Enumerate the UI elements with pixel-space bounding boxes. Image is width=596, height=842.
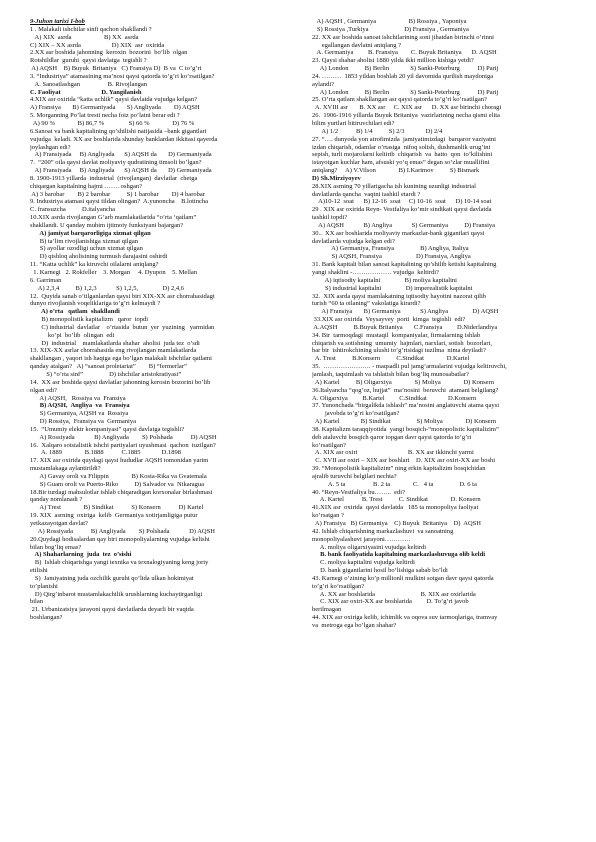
- question-line: javobda to’g’ri ko’rsatilgan?: [312, 410, 400, 418]
- question-line: A. XX asr boshlarida B. XIX asr oxirlarida: [312, 590, 476, 598]
- question-line: 29 . XIX asr oxirida Reyn- Vestfaliya ko’mir sindikati qaysi davlatda: [312, 206, 492, 214]
- question-line: sepish, turli mojarolarni keltirib chiqarish va hatto qon to’kilishini: [312, 151, 493, 159]
- question-line: 22. XX asr boshida sanoat ishchilarining soni jihatdan birinchi o’rinni: [312, 33, 494, 41]
- document-title: 9-Juhon tarixi I-bob: [30, 18, 85, 25]
- question-line: 12. Quyida sanab o’tilganlardan qaysi biri XIX-XX asr chorrahasidagi: [30, 292, 215, 300]
- question-line: 31. Bank kapitali bilan sanoat kapitalining qo’shilib ketishi kapitalning: [312, 261, 497, 269]
- question-line: A. XVIII asr B. XX asr C. XIX asr D. XX asr birinchi choragi: [312, 104, 502, 112]
- question-line: A) 1/2 B) 1/4 S) 2/3 D) 2/4: [312, 127, 443, 135]
- question-line: 25. O’rta qatlam shakllangan asr qaysi qatorda to’g’ri ko’rsatilgan?: [312, 96, 487, 104]
- question-line: dunyo rivojlanish voqeliklariga to’g’ri kelmaydi ?: [30, 300, 161, 308]
- question-line: 21. Urbanizatsiya jarayoni qaysi davlatlarda deyarli bir vaqtda: [30, 606, 194, 614]
- question-line: S) ayollar ozodligi uchun xizmat qilgan: [30, 245, 143, 253]
- question-line: A) Gavay oroli va Filippin B) Kosta-Rika va Gvatemala: [30, 472, 207, 480]
- question-line: D) Rossiya, Fransiya va Germaniya: [30, 418, 136, 426]
- question-line: 20.Quydagi hodisalardan qay biri monopoliyalarning vujudga kelishi: [30, 535, 210, 543]
- question-line: 13. XIX-XX asrlar chorrahasida eng rivojlangan mamlakatlarda: [30, 347, 197, 355]
- question-line: 18.Bir turdagi mahsulotlar ishlab chiqaradigan korxonalar birlashmasi: [30, 488, 213, 496]
- question-line: 5. Morganning Po’lat tresti necha foiz po’latni berar edi ?: [30, 112, 180, 120]
- question-line: chiqarish va sotishning umumiy hajmlari, narxlari, sotish bozorlari,: [312, 339, 492, 347]
- question-line: B) ta’lim rivojlanishiga xizmat qilgan: [30, 237, 138, 245]
- question-line: A) Fransiya B) Germaniya C) Buyuk Britaniya D) AQSH: [312, 520, 481, 527]
- question-line: A) Fransiyada B) Angliyada S) AQSH da D) Germaniyada: [30, 151, 212, 159]
- question-line: A) 90 % B) 86,7 % S) 66 % D) 76 %: [30, 119, 195, 127]
- question-line: tashkil topdi?: [312, 214, 348, 222]
- question-line: bilan: [30, 598, 43, 606]
- question-line: D) Qirg’inbarot mustamlakachilik urushlarning kuchaytirganligi: [30, 590, 203, 598]
- question-line: 17. XIX asr oxirida quydagi qaysi hududlar AQSH tomonidan yarim: [30, 457, 209, 465]
- question-line: davlatlarda vujudga kelgan edi?: [312, 237, 395, 245]
- question-line: A) iqtisodiy kapitalni B) moliya kapitalini: [312, 276, 457, 284]
- question-line: A) Germaniya, Fransiya B) Angliya, Italiya: [312, 245, 469, 253]
- question-line: A) AQSH , Germaniya B) Rossiya , Yaponiya: [312, 18, 467, 25]
- question-line: 30.. XX asr boshlarida moliyaviy markazlar-bank gigantlari qaysi: [312, 229, 485, 237]
- question-line: A) o’rta qatlam shakllandi: [30, 308, 120, 316]
- question-line: 10.XIX asrda rivojlangan G’arb mamlakatlarida “o’rta ‘qatlam”: [30, 214, 197, 222]
- question-line: A. Trest B.Konsern C.Sindikat D.Kartel: [312, 355, 470, 363]
- question-line: 6.Sanoat va bank kapitalining qo’shilishi natijasida –bank gigantlari: [30, 127, 207, 135]
- left-column: [30, 18, 300, 842]
- question-line: 32. XIX asrda qaysi mamlakatning iqtisodiy hayotini nazorat qilib: [312, 292, 487, 300]
- question-line: 8. 1900-1913 yillarda industrial (rivojlangan) davlatlar chetga: [30, 174, 198, 182]
- question-line: ko’rsatilgan?: [312, 441, 346, 449]
- question-line: S) “o’rta sinf” D) ishchilar aristokratiyasi”: [30, 370, 182, 378]
- question-line: 26. 1906-1916 yillarda Buyuk Britaniya vazirlarining necha qismi elita: [312, 112, 500, 120]
- question-line: S) Jamiyatning juda ozchilik guruhi qo’lida ulkan hokimiyat: [30, 574, 194, 582]
- question-line: bar bir ishtirokchining ulushi to’g’risidagi tuzilma nima deyiladi?: [312, 347, 486, 355]
- question-line: A) AQSH B) Buyuk Britaniya C) Fransiya D) B va C to’g’ri: [30, 65, 202, 73]
- question-line: A) jamiyat barqarorligiga xizmat qilgan: [30, 229, 151, 237]
- question-line: egallangan davlatni aniqlang ?: [312, 41, 401, 49]
- question-line: Rotshildlar guruhi qaysi davlatga tegishli ?: [30, 57, 147, 65]
- question-line: ko’rsatgan ?: [312, 512, 344, 520]
- question-line: boshlangan?: [30, 614, 63, 622]
- question-line: A) AQSH B) Angliya S) Germaniya D) Fransiya: [312, 221, 496, 229]
- question-line: joylashgan edi?: [30, 143, 71, 151]
- question-line: yangi shaklini -……………… vujudga keltirdi?: [312, 269, 439, 276]
- question-line: 38. Kapitalizm taraqqiyotida yangi bosqich-“monopolistic kapitalizim”: [312, 425, 499, 433]
- question-line: A) Rossiyada B) Angliyada S) Polshada D) AQSH: [30, 527, 215, 535]
- left-question-list: [30, 26, 300, 622]
- question-line: 1 . Malakali ishchilar sinfi qachon shakllandi ?: [30, 25, 152, 33]
- question-line: 35. …………………. - maqsadli pul jamg’armalarini vujudga keltiruvchi,: [312, 363, 507, 371]
- question-line: A. Germaniya B. Fransiya C. Buyuk Britaniya D. AQSH: [312, 49, 497, 57]
- question-line: 40. “Reyn-Vestfaliya bu…….. edi?: [312, 488, 405, 496]
- question-line: D. bank gigantlarini hosil bo’lishiga sabab bo’ldi: [312, 567, 448, 575]
- question-line: B) AQSH, Angliya va Fransiya: [30, 402, 130, 410]
- question-line: B) Ishlab chiqarishga yangi texnika va texnalogiyaning keng joriy: [30, 559, 209, 567]
- right-question-list: [312, 18, 582, 630]
- question-line: monopoliyalashuvi jarayoni…………: [312, 535, 411, 543]
- question-line: bilan bog’liq emas?: [30, 543, 82, 551]
- right-column: [312, 18, 582, 842]
- question-line: va metroga ega bo’lgan shahar?: [312, 621, 397, 629]
- question-line: 27. “…. dunyoda yon atrofimizda jamiyatimizdagi barqaror vaziyatni: [312, 135, 496, 143]
- question-line: 9. Industriya atamasi qaysi tildan olingan? A.yunoncha B.lotincha: [30, 198, 208, 206]
- question-line: 1. Karnegi 2. Rokfeller 3. Morgan 4. Dyupon 5. Mellan: [30, 269, 198, 276]
- question-line: 28.XIX asrning 70 yillarigacha ish kunining uzunligi industrial: [312, 182, 476, 190]
- question-line: 15. “Umumiy elektr kompaniyasi” qaysi davlatga tegishli?: [30, 425, 185, 433]
- question-line: A) Fransiyada B) Angliyada S) AQSH da D) Germaniyada: [30, 167, 212, 175]
- question-line: A) AQSH, Rossiya va Fransiya: [30, 394, 126, 402]
- question-line: 37. Yunonchada “birgalikda ishlash” ma’nosini anglatuvchi atama qaysi: [312, 402, 500, 410]
- question-line: B. bank faoliyatida kapitalning markazlashuvuga olib keldi: [312, 551, 486, 559]
- question-line: deb ataluvchi bosqich qaror topgan davr qaysi qatorda to’g’ri: [312, 433, 472, 441]
- question-line: A. 5 ta B. 2 ta C. 4 ta D. 6 ta: [312, 480, 477, 488]
- question-line: A. XIX asr oxiri B. XX asr ikkinchi yarmi: [312, 449, 474, 457]
- question-line: 14. XX asr boshida qaysi davlatlar jahonning kerosin bozorini bo’lib: [30, 378, 211, 386]
- question-line: A) Shaharlarning juda tez o’sishi: [30, 551, 132, 559]
- question-line: D) qishloq aholisining turmush darajasini oshirdi: [30, 253, 168, 261]
- question-line: A) Rossiyada B) Angliyada S) Polshada D) AQSH: [30, 433, 217, 441]
- question-line: to’g’ri ko’rsatilgan?: [312, 582, 365, 590]
- question-line: ko’pi bo’lib olingan edi: [30, 331, 115, 339]
- question-line: A) Fransiya B) Germaniya S) Angliya D) AQSH: [312, 308, 499, 316]
- question-line: bilim yurtlari bitiruvchilari edi?: [312, 119, 395, 127]
- question-line: shakllangan , yaqori ish haqiga ega bo’lgan malakali ishchilar qatlami: [30, 355, 212, 363]
- question-line: A. Sanoatlashgan B. Rivojlangan: [30, 80, 147, 88]
- question-line: 2.XX asr boshida jahonning keroxin bozorini bo’lib olgan: [30, 49, 188, 57]
- question-line: A) Trest B) Sindikat S) Konsern D) Kartel: [30, 504, 204, 512]
- question-line: shakllandi. U qanday muhim ijtimoiy funksiyani bajargan?: [30, 221, 184, 229]
- question-line: 6. Garriman: [30, 276, 62, 284]
- question-line: 44. XIX asr oxiriga kelib, ichimlik va oqova suv tarmoqlariga, tramvay: [312, 614, 498, 622]
- question-line: A) XIX asrda B) XX asrda: [30, 33, 139, 41]
- question-line: davlatlarda qancha vaqtni tashkil etardi ?: [312, 190, 421, 198]
- question-line: to’planishi: [30, 582, 58, 590]
- question-line: A. Kartel B. Trest C. Sindikat D. Konsern: [312, 496, 481, 504]
- question-line: 7. “200” oila qaysi davlat moliyaviy qudratining timsoli bo’lgan?: [30, 159, 202, 167]
- question-line: istayotgan kuchlar ham, afsuski yo’q emas” degan so’zlar muallifini: [312, 159, 490, 167]
- question-line: 23. Qaysi shahar aholisi 1880 yilda ikki million kishiga yetdi?: [312, 57, 474, 65]
- question-line: aylandi?: [312, 80, 335, 88]
- question-line: qanday nomlanadi ?: [30, 496, 83, 504]
- question-line: 19. XIX asrning oxiriga kelib Germaniya xotirjamligiga putur: [30, 512, 198, 520]
- question-line: 3. “Industriya” atamasining ma’nosi qaysi qatorda to’g’ri ko’rsatilgan?: [30, 72, 215, 80]
- question-line: B) monopolistik kapitalizm qaror topdi: [30, 316, 149, 324]
- question-line: A. moliya oligarxiyasini vujudga keltirdi: [312, 543, 427, 551]
- question-line: C. XIX asr oxiri-XX asr boshlarida D. To’g’ri javob: [312, 598, 469, 606]
- question-line: C. XVII asr oxiri – XIX asr boshlari D. XIX asr oxiri-XX asr boshi: [312, 457, 496, 465]
- question-line: berilmagan: [312, 606, 342, 614]
- question-line: D) industrial mamlakatlarda shahar aholisi juda tez o’sdi: [30, 339, 200, 347]
- question-line: A.AQSH B.Buyuk Britaniya C.Fransiya D.Niderlandiya: [312, 323, 498, 331]
- question-line: 33.XIX asr oxirida Veysayvey porti kimga tegishli edi?: [312, 316, 466, 324]
- question-line: yetkazayotgan davlat?: [30, 520, 88, 527]
- question-line: C) XIX – XX asrda D) XIX asr oxirida: [30, 41, 165, 49]
- question-line: A)10-12 soat B) 12-16 soat C) 10-16 soat D) 10-14 soat: [312, 198, 492, 206]
- question-line: 36.Italyancha “qog’oz, hujjat” ma’nosini beruvchi atamani belgilang?: [312, 386, 499, 394]
- question-line: A. Oligarxiya B.Kartel C.Sindikat D.Konsern: [312, 394, 477, 402]
- question-line: C. moliya kapitalini vujudga keltirdi: [312, 559, 415, 567]
- question-line: S) Guam oroli va Puerto-Riko D) Salvador va Nikaragua: [30, 480, 205, 488]
- question-line: ajralib turuvchi belgilari nechta?: [312, 472, 397, 480]
- question-line: 39. “Monopolistik kapitalizim” ning erkin kapitalizim bosqichidan: [312, 465, 486, 473]
- question-line: A) London B) Berlin S) Sankt-Peterburg D) Parij: [312, 88, 499, 96]
- question-line: 11. “Katta uchlik” ka kiruvchi oilalarni aniqlang?: [30, 261, 159, 269]
- question-line: S) Germaniya, AQSH va Rossiya: [30, 410, 129, 418]
- question-line: olgan edi?: [30, 386, 57, 394]
- question-line: S) Rossiya ,Turkiya D) Fransiya , Germaniya: [312, 25, 469, 33]
- question-line: 42. Ishlab chiqarishning markazlashuvi va sanoatning: [312, 527, 454, 535]
- question-line: S) AQSH, Fransiya D) Fransiya, Angliya: [312, 253, 471, 261]
- question-line: 34. Bir tarmoqdagi mustaqil kompaniyalar, firmalarning ishlab: [312, 331, 481, 339]
- question-line: 43. Karnegi o’zining ko’p millionli mulkini sotgan davr qaysi qatorda: [312, 574, 494, 582]
- question-line: mustamlakaga aylantirildi?: [30, 465, 101, 473]
- question-line: A) 2,3,4 B) 1,2,3 S) 1,2,5, D) 2,4,6: [30, 284, 185, 292]
- question-line: izdan chiqarish, odamlar o’rtasiga nifoq solish, dushmanlik urug’ini: [312, 143, 491, 151]
- question-line: vujudga keladi. XX asr boshlarida shunday banklardan ikkitasi qayerda: [30, 135, 218, 143]
- question-line: 16. Xalqaro sotsialistik ishchi partiyalari uyushmasi qachon tuzilgan?: [30, 441, 216, 449]
- question-line: A. 1889 B.1888 C.1885 D.1898: [30, 449, 181, 457]
- question-line: chiqargan kapitalning hajmi ……. oshgan?: [30, 182, 142, 190]
- question-line: turish “60 ta oilaning” vakolatiga kirardi?: [312, 300, 421, 308]
- question-line: A) Kartel B) Sindikat S) Moliya D) Konsern: [312, 418, 496, 426]
- question-line: aniqlang? A) V.Vilson B) I.Karimov S) Bismark: [312, 167, 480, 175]
- question-line: A) Fransiya B) Germaniyada S) Angliyada D) AQSH: [30, 104, 200, 112]
- question-line: A) 3 barobar B) 2 barobar S) 1 barobar D) 4 barobar: [30, 190, 205, 198]
- question-line: jamlash, taqsimlash va ishlatish bilan bog’liq munosabatlar?: [312, 370, 469, 378]
- question-line: A) London B) Berlin S) Sankt-Peterburg D) Parij: [312, 65, 499, 73]
- question-line: S) industrial kapitalni D) imperealistik kapitalni: [312, 284, 473, 292]
- question-line: D) Sh.Mirziyoyev: [312, 174, 361, 182]
- question-line: 4.XIX asr oxirida “katta uchlik” qaysi davlatda vujudga kelgan?: [30, 96, 197, 104]
- question-line: A) Kartel B) Oligarxiya S) Moliya D) Konsern: [312, 378, 494, 386]
- question-line: qanday atalgan? A) “sanoat proletariat” B) “fermerlar”: [30, 363, 187, 371]
- question-line: 24. ……… 1853 yildan boshlab 20 yil davomida qurilish maydoniga: [312, 72, 494, 80]
- question-line: etilishi: [30, 567, 48, 575]
- question-line: 41.XIX asr oxirida qaysi davlatda 185 ta monopoliya faoliyat: [312, 504, 479, 512]
- question-line: C. fransuzcha D.italyancha: [30, 206, 116, 214]
- question-line: C) industrial davlatlar o’rtasida butun yer yuzining yarmidan: [30, 323, 215, 331]
- question-line: C. Faoliyat D. Yangilanish: [30, 88, 142, 96]
